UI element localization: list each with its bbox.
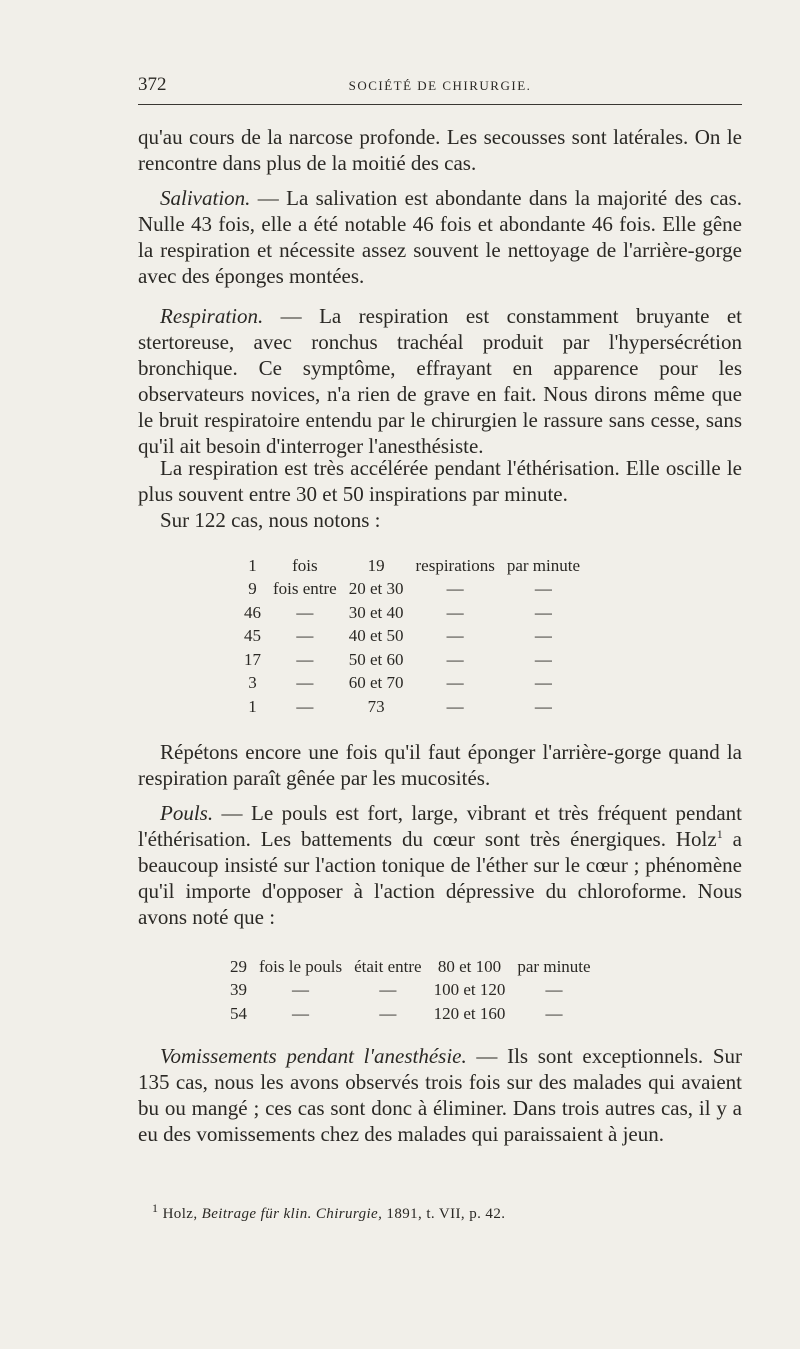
table-cell: — (534, 602, 552, 622)
page-number: 372 (138, 74, 167, 95)
section-title-salivation: Salivation. (160, 186, 251, 210)
table-cell: — (534, 673, 552, 693)
section-title-respiration: Respiration. (160, 304, 264, 328)
table-cell: 54 (230, 1003, 247, 1023)
pulse-table (224, 955, 597, 1026)
paragraph-cases-intro (138, 507, 742, 533)
paragraph-text: — Le pouls est fort, large, vibrant et très fréquent pendant l'éthérisation. Les battements du cœur sont très énergiques. Holz (138, 801, 742, 851)
respiration-row (238, 578, 586, 602)
table-cell: 30 et 40 (348, 602, 404, 622)
page-header (138, 74, 742, 102)
footnote-title: Beitrage für klin. Chirurgie, (201, 1206, 383, 1222)
paragraph-text: — Ils sont exceptionnels. Sur 135 cas, nous les avons observés trois fois sur des malades qui avaient bu ou mangé ; ces cas sont donc à éliminer. Dans trois autres cas, il y a eu des vomissements chez des malades qui paraissaient à jeun. (138, 1044, 742, 1146)
table-cell: 60 et 70 (348, 673, 404, 693)
paragraph-text: La respiration est très accélérée pendant l'éthérisation. Elle oscille le plus souvent entre 30 et 50 inspirations par minute. (138, 456, 742, 506)
table-cell: par minute (517, 956, 591, 976)
table-cell: — (545, 1003, 563, 1023)
section-title-pulse: Pouls. (160, 801, 214, 825)
table-cell: — (292, 980, 310, 1000)
table-cell: fois le pouls (259, 956, 343, 976)
pulse-row (224, 955, 597, 979)
table-cell: était entre (354, 956, 422, 976)
table-cell: — (534, 649, 552, 669)
table-cell: — (446, 673, 464, 693)
respiration-row (238, 648, 586, 672)
table-cell: — (296, 626, 314, 646)
header-rule (138, 104, 742, 105)
table-cell: 1 (248, 696, 257, 716)
table-cell: 120 et 160 (433, 1003, 506, 1023)
table-cell: par minute (506, 555, 581, 575)
table-cell: 73 (367, 696, 385, 716)
footnote-author: Holz, (162, 1206, 198, 1222)
table-cell: — (446, 649, 464, 669)
paragraph-sponge (138, 739, 742, 791)
table-cell: 1 (248, 555, 257, 575)
table-cell: 17 (244, 649, 261, 669)
paragraph-text: — La salivation est abondante dans la majorité des cas. Nulle 43 fois, elle a été notable 46 fois et abondante 46 fois. Elle gêne la respiration et nécessite assez souvent le nettoyage de l'arrière-gorge avec des éponges montées. (138, 186, 742, 288)
paragraph-text: a beaucoup insisté sur l'action tonique de l'éther sur le cœur ; phénomène qu'il importe d'opposer à l'action dépressive du chloroforme. Nous avons noté que : (138, 827, 742, 929)
paragraph-text: Sur 122 cas, nous notons : (160, 508, 381, 532)
table-cell: — (534, 579, 552, 599)
table-cell: — (545, 980, 563, 1000)
table-cell: — (534, 626, 552, 646)
section-title-vomiting: Vomissements pendant l'anesthésie. (160, 1044, 467, 1068)
paragraph-text: Répétons encore une fois qu'il faut éponger l'arrière-gorge quand la respiration paraît gênée par les mucosités. (138, 740, 742, 790)
table-cell: — (446, 602, 464, 622)
table-cell: fois (292, 555, 318, 575)
respiration-row (238, 672, 586, 696)
paragraph-respiration (138, 303, 742, 459)
table-cell: respirations (415, 555, 495, 575)
running-title: SOCIÉTÉ DE CHIRURGIE. (348, 78, 532, 93)
paragraph-respiration-rate (138, 455, 742, 507)
footnote-mark: 1 (152, 1201, 159, 1215)
respiration-table (238, 554, 586, 719)
respiration-row (238, 601, 586, 625)
footnote-details: 1891, t. VII, p. 42. (382, 1206, 506, 1222)
paragraph-salivation (138, 185, 742, 289)
footnote-reference: 1 (716, 827, 723, 841)
respiration-row (238, 695, 586, 719)
table-cell: — (446, 626, 464, 646)
respiration-row (238, 554, 586, 578)
footnote (152, 1201, 506, 1223)
table-cell: — (446, 696, 464, 716)
table-cell: 40 et 50 (348, 626, 404, 646)
paragraph-text: — La respiration est constamment bruyante et stertoreuse, avec ronchus trachéal produit par l'hypersécrétion bronchique. Ce symptôme, effrayant en apparence pour les observateurs novices, n'a rien de grave en fait. Nous dirons même que le bruit respiratoire entendu par le chirurgien le rassure sans cesse, sans qu'il ait besoin d'interroger l'anesthésiste. (138, 304, 742, 458)
table-cell: 29 (230, 956, 247, 976)
table-cell: — (296, 696, 314, 716)
table-cell: — (534, 696, 552, 716)
table-cell: fois entre (273, 579, 337, 599)
pulse-row (224, 1002, 597, 1026)
table-cell: 3 (248, 673, 257, 693)
paragraph-pulse (138, 800, 742, 930)
respiration-row (238, 625, 586, 649)
table-cell: — (296, 602, 314, 622)
paragraph-text: qu'au cours de la narcose profonde. Les secousses sont latérales. On le rencontre dans plus de la moitié des cas. (138, 125, 742, 175)
table-cell: 45 (244, 626, 261, 646)
table-cell: 9 (248, 579, 257, 599)
table-cell: 100 et 120 (433, 980, 506, 1000)
table-cell: 46 (244, 602, 261, 622)
table-cell: 50 et 60 (348, 649, 404, 669)
table-cell: — (446, 579, 464, 599)
table-cell: 80 et 100 (437, 956, 502, 976)
table-cell: 39 (230, 980, 247, 1000)
table-cell: 20 et 30 (348, 579, 404, 599)
pulse-row (224, 979, 597, 1003)
table-cell: 19 (367, 555, 385, 575)
table-cell: — (379, 1003, 397, 1023)
table-cell: — (379, 980, 397, 1000)
table-cell: — (296, 649, 314, 669)
paragraph-continuation (138, 124, 742, 176)
paragraph-vomiting (138, 1043, 742, 1147)
table-cell: — (296, 673, 314, 693)
table-cell: — (292, 1003, 310, 1023)
